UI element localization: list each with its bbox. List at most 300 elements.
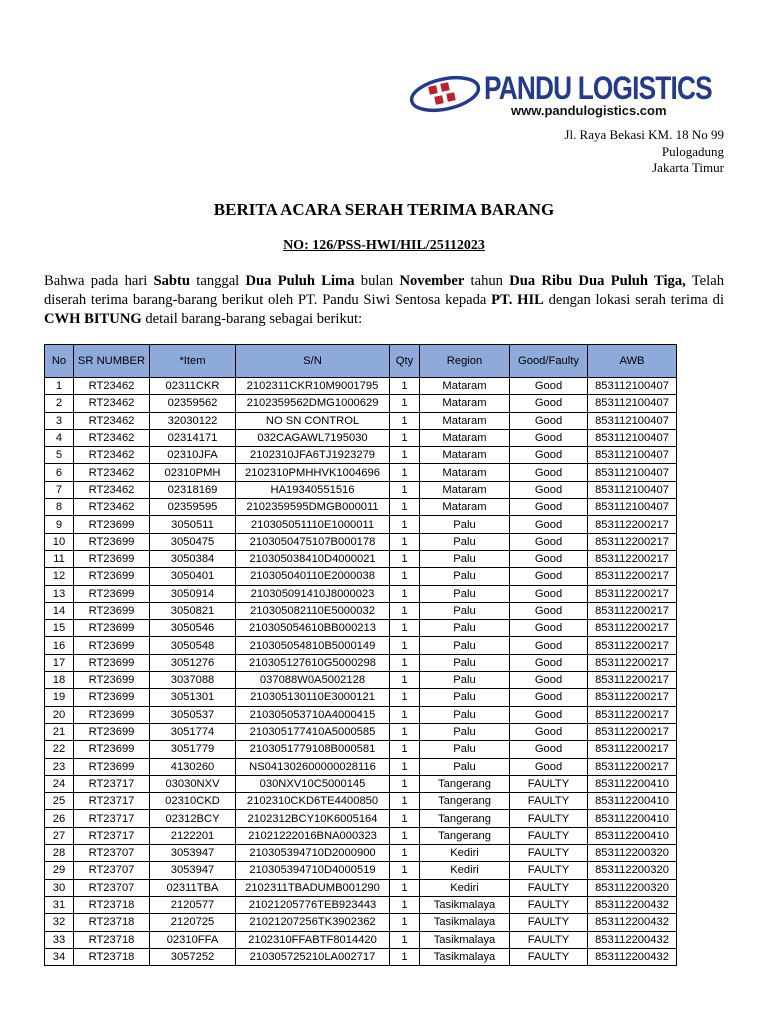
cell-awb: 853112200432 <box>588 948 677 965</box>
cell-region: Tasikmalaya <box>420 914 510 931</box>
cell-no: 31 <box>45 896 74 913</box>
cell-item: 32030122 <box>150 412 236 429</box>
cell-sn: 210305051110E1000011 <box>236 516 390 533</box>
cell-awb: 853112100407 <box>588 499 677 516</box>
cell-awb: 853112200217 <box>588 550 677 567</box>
table-row <box>45 447 677 464</box>
cell-qty: 1 <box>390 533 420 550</box>
cell-sr-number: RT23699 <box>74 758 150 775</box>
cell-qty: 1 <box>390 516 420 533</box>
table-row <box>45 654 677 671</box>
cell-condition: Good <box>510 516 588 533</box>
cell-condition: Good <box>510 412 588 429</box>
cell-sn: 21021205776TEB923443 <box>236 896 390 913</box>
cell-sn: 2102359562DMG1000629 <box>236 395 390 412</box>
cell-item: 3051276 <box>150 654 236 671</box>
cell-qty: 1 <box>390 723 420 740</box>
cell-item: 02310CKD <box>150 793 236 810</box>
cell-sn: 2102359595DMGB000011 <box>236 499 390 516</box>
cell-no: 18 <box>45 672 74 689</box>
cell-sr-number: RT23699 <box>74 706 150 723</box>
cell-item: 2120725 <box>150 914 236 931</box>
cell-qty: 1 <box>390 602 420 619</box>
cell-qty: 1 <box>390 845 420 862</box>
cell-no: 28 <box>45 845 74 862</box>
cell-sr-number: RT23699 <box>74 741 150 758</box>
cell-region: Palu <box>420 620 510 637</box>
cell-condition: FAULTY <box>510 862 588 879</box>
cell-qty: 1 <box>390 568 420 585</box>
cell-condition: Good <box>510 654 588 671</box>
cell-sn: 2102310CKD6TE4400850 <box>236 793 390 810</box>
cell-awb: 853112100407 <box>588 378 677 395</box>
cell-item: 3053947 <box>150 862 236 879</box>
cell-no: 2 <box>45 395 74 412</box>
company-address <box>564 127 724 177</box>
cell-sr-number: RT23707 <box>74 879 150 896</box>
cell-condition: Good <box>510 533 588 550</box>
cell-awb: 853112200217 <box>588 533 677 550</box>
cell-condition: Good <box>510 602 588 619</box>
cell-item: 02310FFA <box>150 931 236 948</box>
table-row <box>45 620 677 637</box>
cell-awb: 853112200217 <box>588 637 677 654</box>
table-row <box>45 568 677 585</box>
cell-qty: 1 <box>390 862 420 879</box>
intro-text: tahun <box>464 273 510 289</box>
cell-condition: FAULTY <box>510 810 588 827</box>
cell-item: 3053947 <box>150 845 236 862</box>
cell-awb: 853112200217 <box>588 602 677 619</box>
intro-text: Telah diserah terima barang-barang berikut oleh PT. Pandu Siwi Sentosa kepada <box>44 273 724 308</box>
col-header-condition: Good/Faulty <box>510 345 588 378</box>
cell-item: 2122201 <box>150 827 236 844</box>
cell-item: 02311TBA <box>150 879 236 896</box>
cell-condition: Good <box>510 378 588 395</box>
cell-region: Mataram <box>420 429 510 446</box>
address-line-2: Pulogadung <box>661 143 724 159</box>
company-logo <box>408 70 728 126</box>
cell-region: Mataram <box>420 412 510 429</box>
cell-sr-number: RT23707 <box>74 845 150 862</box>
cell-awb: 853112200410 <box>588 793 677 810</box>
cell-condition: Good <box>510 481 588 498</box>
table-row <box>45 827 677 844</box>
cell-sn: 210305091410J8000023 <box>236 585 390 602</box>
cell-qty: 1 <box>390 793 420 810</box>
table-row <box>45 758 677 775</box>
cell-awb: 853112200410 <box>588 810 677 827</box>
cell-sn: 210305127610G5000298 <box>236 654 390 671</box>
cell-sn: 210305054610BB000213 <box>236 620 390 637</box>
cell-sn: 2102310PMHHVK1004696 <box>236 464 390 481</box>
cell-region: Mataram <box>420 499 510 516</box>
cell-sn: 037088W0A5002128 <box>236 672 390 689</box>
table-row <box>45 672 677 689</box>
intro-location: CWH BITUNG <box>44 311 142 327</box>
cell-condition: Good <box>510 637 588 654</box>
cell-region: Palu <box>420 723 510 740</box>
cell-region: Palu <box>420 585 510 602</box>
cell-sn: 2103051779108B000581 <box>236 741 390 758</box>
cell-sn: 210305394710D2000900 <box>236 845 390 862</box>
cell-qty: 1 <box>390 429 420 446</box>
cell-region: Tangerang <box>420 793 510 810</box>
table-row <box>45 810 677 827</box>
cell-no: 32 <box>45 914 74 931</box>
intro-text: bulan <box>354 273 400 289</box>
cell-item: 3050475 <box>150 533 236 550</box>
cell-sr-number: RT23699 <box>74 620 150 637</box>
cell-sn: 210305394710D4000519 <box>236 862 390 879</box>
address-line-1: Jl. Raya Bekasi KM. 18 No 99 <box>564 127 724 142</box>
cell-sr-number: RT23717 <box>74 827 150 844</box>
cell-sr-number: RT23462 <box>74 395 150 412</box>
intro-date: Dua Puluh Lima <box>245 273 355 289</box>
cell-condition: FAULTY <box>510 879 588 896</box>
cell-region: Palu <box>420 741 510 758</box>
cell-sr-number: RT23699 <box>74 602 150 619</box>
table-row <box>45 550 677 567</box>
cell-sn: 210305177410A5000585 <box>236 723 390 740</box>
cell-no: 6 <box>45 464 74 481</box>
cell-qty: 1 <box>390 550 420 567</box>
cell-awb: 853112100407 <box>588 429 677 446</box>
cell-sn: 2102312BCY10K6005164 <box>236 810 390 827</box>
cell-qty: 1 <box>390 464 420 481</box>
cell-condition: FAULTY <box>510 931 588 948</box>
cell-awb: 853112200217 <box>588 672 677 689</box>
cell-no: 16 <box>45 637 74 654</box>
cell-condition: Good <box>510 550 588 567</box>
cell-item: 02310PMH <box>150 464 236 481</box>
cell-awb: 853112100407 <box>588 412 677 429</box>
cell-item: 3050914 <box>150 585 236 602</box>
cell-qty: 1 <box>390 931 420 948</box>
cell-qty: 1 <box>390 481 420 498</box>
cell-item: 02314171 <box>150 429 236 446</box>
col-header-region: Region <box>420 345 510 378</box>
cell-no: 23 <box>45 758 74 775</box>
intro-text: dengan lokasi serah terima di <box>543 292 725 308</box>
table-row <box>45 585 677 602</box>
cell-no: 1 <box>45 378 74 395</box>
cell-sr-number: RT23462 <box>74 447 150 464</box>
cell-condition: Good <box>510 585 588 602</box>
cell-awb: 853112200217 <box>588 741 677 758</box>
cell-awb: 853112200217 <box>588 585 677 602</box>
cell-qty: 1 <box>390 637 420 654</box>
cell-qty: 1 <box>390 395 420 412</box>
cell-item: 2120577 <box>150 896 236 913</box>
table-row <box>45 896 677 913</box>
cell-item: 02311CKR <box>150 378 236 395</box>
table-row <box>45 533 677 550</box>
cell-region: Mataram <box>420 447 510 464</box>
table-row <box>45 862 677 879</box>
cell-awb: 853112200320 <box>588 879 677 896</box>
cell-region: Mataram <box>420 464 510 481</box>
cell-sr-number: RT23699 <box>74 654 150 671</box>
cell-item: 3051301 <box>150 689 236 706</box>
cell-region: Mataram <box>420 481 510 498</box>
cell-qty: 1 <box>390 775 420 792</box>
cell-sn: 21021207256TK3902362 <box>236 914 390 931</box>
cell-qty: 1 <box>390 706 420 723</box>
cell-sn: 210305053710A4000415 <box>236 706 390 723</box>
cell-no: 22 <box>45 741 74 758</box>
table-row <box>45 689 677 706</box>
cell-sr-number: RT23718 <box>74 896 150 913</box>
cell-region: Mataram <box>420 395 510 412</box>
document-title: BERITA ACARA SERAH TERIMA BARANG <box>213 200 555 219</box>
cell-sr-number: RT23717 <box>74 775 150 792</box>
pandu-logo-icon <box>408 74 482 114</box>
cell-qty: 1 <box>390 620 420 637</box>
cell-awb: 853112100407 <box>588 481 677 498</box>
cell-region: Tangerang <box>420 775 510 792</box>
cell-awb: 853112200320 <box>588 862 677 879</box>
intro-text: detail barang-barang sebagai berikut: <box>141 311 363 327</box>
cell-sr-number: RT23699 <box>74 568 150 585</box>
cell-qty: 1 <box>390 447 420 464</box>
cell-sr-number: RT23699 <box>74 672 150 689</box>
cell-no: 27 <box>45 827 74 844</box>
table-row <box>45 706 677 723</box>
cell-qty: 1 <box>390 499 420 516</box>
cell-region: Tasikmalaya <box>420 931 510 948</box>
col-header-qty: Qty <box>390 345 420 378</box>
cell-sn: 210305054810B5000149 <box>236 637 390 654</box>
cell-item: 3050546 <box>150 620 236 637</box>
cell-sn: 210305038410D4000021 <box>236 550 390 567</box>
intro-paragraph <box>44 272 724 329</box>
cell-sn: 2102310FFABTF8014420 <box>236 931 390 948</box>
intro-year: Dua Ribu Dua Puluh Tiga, <box>509 273 686 289</box>
cell-sn: 030NXV10C5000145 <box>236 775 390 792</box>
cell-item: 3050548 <box>150 637 236 654</box>
table-body <box>45 378 677 966</box>
cell-sr-number: RT23699 <box>74 723 150 740</box>
cell-no: 34 <box>45 948 74 965</box>
cell-item: 02310JFA <box>150 447 236 464</box>
cell-sr-number: RT23699 <box>74 637 150 654</box>
col-header-sr-number: SR NUMBER <box>74 345 150 378</box>
cell-awb: 853112200432 <box>588 896 677 913</box>
cell-sn: NO SN CONTROL <box>236 412 390 429</box>
address-line-3: Jakarta Timur <box>652 160 724 175</box>
cell-condition: FAULTY <box>510 793 588 810</box>
cell-no: 13 <box>45 585 74 602</box>
cell-no: 14 <box>45 602 74 619</box>
cell-sn: HA19340551516 <box>236 481 390 498</box>
table-row <box>45 499 677 516</box>
cell-region: Palu <box>420 602 510 619</box>
cell-sn: 210305130110E3000121 <box>236 689 390 706</box>
cell-condition: Good <box>510 464 588 481</box>
cell-no: 9 <box>45 516 74 533</box>
intro-recipient: PT. HIL <box>491 292 544 308</box>
cell-sr-number: RT23699 <box>74 550 150 567</box>
cell-sn: 21021222016BNA000323 <box>236 827 390 844</box>
cell-awb: 853112200217 <box>588 723 677 740</box>
cell-condition: Good <box>510 689 588 706</box>
cell-item: 03030NXV <box>150 775 236 792</box>
cell-no: 3 <box>45 412 74 429</box>
cell-qty: 1 <box>390 914 420 931</box>
document-number: NO: 126/PSS-HWI/HIL/25112023 <box>283 238 485 253</box>
cell-sr-number: RT23718 <box>74 931 150 948</box>
table-row <box>45 481 677 498</box>
cell-sr-number: RT23717 <box>74 810 150 827</box>
table-row <box>45 412 677 429</box>
cell-condition: Good <box>510 620 588 637</box>
intro-day: Sabtu <box>153 273 191 289</box>
intro-text: tanggal <box>190 273 246 289</box>
cell-condition: FAULTY <box>510 896 588 913</box>
cell-item: 3050511 <box>150 516 236 533</box>
cell-sr-number: RT23462 <box>74 378 150 395</box>
cell-sr-number: RT23699 <box>74 533 150 550</box>
company-name: PANDU LOGISTICS <box>484 70 712 106</box>
cell-awb: 853112200320 <box>588 845 677 862</box>
cell-qty: 1 <box>390 827 420 844</box>
cell-region: Kediri <box>420 879 510 896</box>
cell-item: 3050401 <box>150 568 236 585</box>
col-header-awb: AWB <box>588 345 677 378</box>
cell-qty: 1 <box>390 378 420 395</box>
cell-awb: 853112100407 <box>588 447 677 464</box>
cell-awb: 853112200432 <box>588 931 677 948</box>
col-header-sn: S/N <box>236 345 390 378</box>
cell-awb: 853112200217 <box>588 689 677 706</box>
cell-item: 3050537 <box>150 706 236 723</box>
table-header-row <box>45 345 677 378</box>
cell-sn: 2102311TBADUMB001290 <box>236 879 390 896</box>
cell-region: Palu <box>420 758 510 775</box>
cell-qty: 1 <box>390 412 420 429</box>
cell-awb: 853112100407 <box>588 395 677 412</box>
cell-sn: 2102311CKR10M9001795 <box>236 378 390 395</box>
cell-region: Palu <box>420 550 510 567</box>
cell-no: 25 <box>45 793 74 810</box>
cell-no: 11 <box>45 550 74 567</box>
cell-sr-number: RT23717 <box>74 793 150 810</box>
cell-no: 12 <box>45 568 74 585</box>
cell-region: Tangerang <box>420 827 510 844</box>
cell-region: Tasikmalaya <box>420 948 510 965</box>
cell-sn: 2102310JFA6TJ1923279 <box>236 447 390 464</box>
cell-no: 29 <box>45 862 74 879</box>
table-row <box>45 378 677 395</box>
cell-region: Palu <box>420 533 510 550</box>
cell-item: 02312BCY <box>150 810 236 827</box>
table-row <box>45 464 677 481</box>
cell-no: 4 <box>45 429 74 446</box>
cell-no: 5 <box>45 447 74 464</box>
cell-condition: Good <box>510 447 588 464</box>
cell-awb: 853112200217 <box>588 516 677 533</box>
cell-item: 3037088 <box>150 672 236 689</box>
table-row <box>45 395 677 412</box>
table-row <box>45 879 677 896</box>
cell-sn: 210305082110E5000032 <box>236 602 390 619</box>
cell-region: Tasikmalaya <box>420 896 510 913</box>
cell-awb: 853112200410 <box>588 827 677 844</box>
cell-sn: 032CAGAWL7195030 <box>236 429 390 446</box>
cell-region: Palu <box>420 689 510 706</box>
cell-no: 21 <box>45 723 74 740</box>
cell-item: 3050821 <box>150 602 236 619</box>
cell-item: 02318169 <box>150 481 236 498</box>
cell-region: Mataram <box>420 378 510 395</box>
cell-sn: 2103050475107B000178 <box>236 533 390 550</box>
cell-condition: FAULTY <box>510 775 588 792</box>
cell-region: Palu <box>420 672 510 689</box>
cell-sr-number: RT23699 <box>74 516 150 533</box>
cell-no: 26 <box>45 810 74 827</box>
cell-region: Palu <box>420 637 510 654</box>
cell-condition: Good <box>510 568 588 585</box>
cell-item: 3051774 <box>150 723 236 740</box>
cell-awb: 853112200217 <box>588 568 677 585</box>
cell-item: 3057252 <box>150 948 236 965</box>
items-table <box>44 344 677 966</box>
cell-condition: FAULTY <box>510 827 588 844</box>
table-row <box>45 845 677 862</box>
cell-sr-number: RT23718 <box>74 948 150 965</box>
table-row <box>45 931 677 948</box>
cell-condition: Good <box>510 499 588 516</box>
table-row <box>45 516 677 533</box>
cell-sn: 210305725210LA002717 <box>236 948 390 965</box>
cell-condition: FAULTY <box>510 914 588 931</box>
cell-sr-number: RT23462 <box>74 481 150 498</box>
cell-no: 7 <box>45 481 74 498</box>
cell-region: Kediri <box>420 845 510 862</box>
cell-qty: 1 <box>390 741 420 758</box>
cell-sr-number: RT23462 <box>74 412 150 429</box>
cell-condition: Good <box>510 672 588 689</box>
cell-condition: Good <box>510 758 588 775</box>
cell-no: 20 <box>45 706 74 723</box>
table-row <box>45 637 677 654</box>
cell-no: 19 <box>45 689 74 706</box>
cell-no: 10 <box>45 533 74 550</box>
cell-condition: Good <box>510 429 588 446</box>
cell-awb: 853112200217 <box>588 758 677 775</box>
cell-item: 3050384 <box>150 550 236 567</box>
cell-item: 02359562 <box>150 395 236 412</box>
table-row <box>45 723 677 740</box>
cell-sr-number: RT23707 <box>74 862 150 879</box>
cell-no: 8 <box>45 499 74 516</box>
cell-awb: 853112200432 <box>588 914 677 931</box>
cell-qty: 1 <box>390 810 420 827</box>
table-row <box>45 602 677 619</box>
cell-sr-number: RT23462 <box>74 499 150 516</box>
table-row <box>45 793 677 810</box>
cell-qty: 1 <box>390 585 420 602</box>
intro-month: November <box>399 273 465 289</box>
cell-condition: Good <box>510 706 588 723</box>
cell-qty: 1 <box>390 896 420 913</box>
cell-qty: 1 <box>390 879 420 896</box>
cell-region: Palu <box>420 654 510 671</box>
table-row <box>45 429 677 446</box>
cell-no: 17 <box>45 654 74 671</box>
cell-item: 02359595 <box>150 499 236 516</box>
